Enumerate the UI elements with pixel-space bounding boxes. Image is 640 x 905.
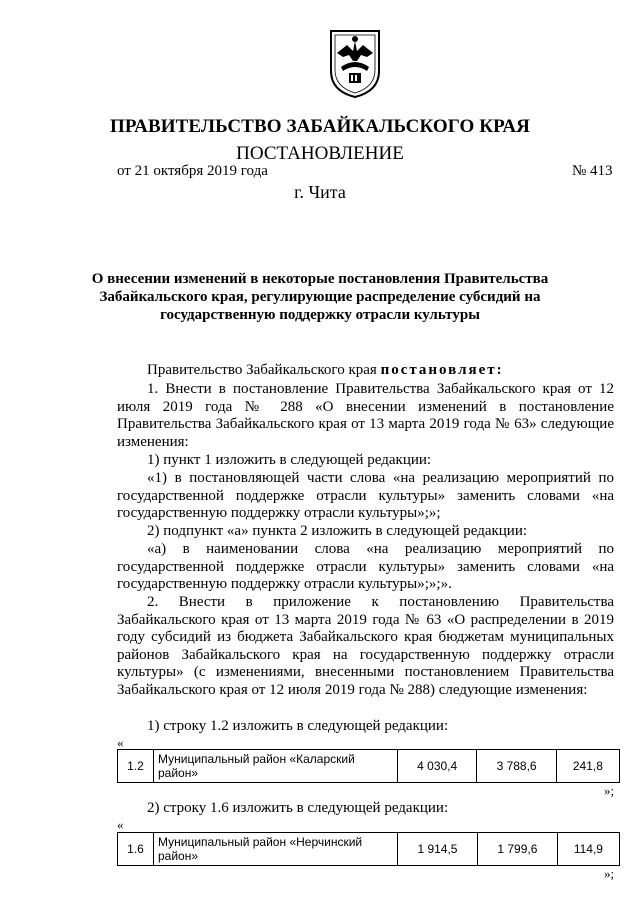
- paragraph-2-item-2: 2) строку 1.6 изложить в следующей редакции:: [147, 800, 449, 816]
- subject-line: Забайкальского края, регулирующие распределение субсидий на: [99, 289, 541, 305]
- table-cell: 1.6: [118, 833, 154, 866]
- document-subject: [0, 270, 640, 324]
- close-quote: »;: [604, 866, 615, 881]
- document-number: № 413: [572, 163, 613, 179]
- decree-prefix: Правительство Забайкальского края: [147, 362, 381, 378]
- city: г. Чита: [294, 182, 346, 202]
- paragraph-2-item-1: 1) строку 1.2 изложить в следующей редакции:: [147, 718, 449, 734]
- paragraph-1: 1. Внести в постановление Правительства Забайкальского края от 12 июля 2019 года № 288 «О внесении изменений в постановление Правительства Забайкальского края от 13 марта 2019 года № 63» следующие изменения:: [117, 381, 614, 450]
- table-cell: 241,8: [556, 750, 619, 783]
- paragraph-1-item-1: 1) пункт 1 изложить в следующей редакции:: [147, 452, 432, 468]
- close-quote: »;: [604, 783, 615, 798]
- table-cell: 4 030,4: [398, 750, 477, 783]
- table-cell: 1.2: [118, 750, 154, 783]
- table-cell: 3 788,6: [477, 750, 556, 783]
- paragraph-1-item-1-text: «1) в постановляющей части слова «на реализацию мероприятий по государственной поддержке отрасли культуры» заменить словами «на государственную поддержку отрасли культуры»;»;: [117, 470, 614, 522]
- decree-line: [147, 362, 504, 379]
- organization-title: ПРАВИТЕЛЬСТВО ЗАБАЙКАЛЬСКОГО КРАЯ: [109, 116, 530, 137]
- open-quote: «: [117, 735, 124, 750]
- table-cell: 1 914,5: [398, 833, 478, 866]
- amendment-table-row-1-6: [117, 832, 620, 866]
- paragraph-2: 2. Внести в приложение к постановлению Правительства Забайкальского края от 13 марта 2019 года № 63 «О распределении в 2019 году субсидий из бюджета Забайкальского края бюджетам муниципальных районов Забайкальского края на государственную поддержку отрасли культуры» (с изменениями, внесенными постановлением Правительства Забайкальского края от 12 июля 2019 года № 288) следующие изменения:: [117, 594, 614, 698]
- document-date: от 21 октября 2019 года: [117, 163, 268, 179]
- subject-line: О внесении изменений в некоторые постановления Правительства: [91, 271, 549, 287]
- open-quote: «: [117, 817, 124, 832]
- decree-word: постановляет:: [380, 362, 504, 378]
- coat-of-arms-emblem: [327, 27, 383, 99]
- paragraph-1-item-2: 2) подпункт «а» пункта 2 изложить в следующей редакции:: [147, 523, 528, 539]
- table-row: [118, 833, 620, 866]
- amendment-table-row-1-2: [117, 749, 620, 783]
- table-cell: 114,9: [557, 833, 619, 866]
- document-type: ПОСТАНОВЛЕНИЕ: [236, 143, 404, 164]
- table-cell: Муниципальный район «Нерчинский район»: [154, 833, 398, 866]
- table-cell: Муниципальный район «Каларский район»: [154, 750, 398, 783]
- table-row: [118, 750, 620, 783]
- subject-line: государственную поддержку отрасли культуры: [160, 307, 480, 323]
- paragraph-1-item-2-text: «а) в наименовании слова «на реализацию мероприятий по государственной поддержке отрасли культуры» заменить словами «на государственную поддержку отрасли культуры»;»;».: [117, 541, 614, 593]
- table-cell: 1 799,6: [477, 833, 557, 866]
